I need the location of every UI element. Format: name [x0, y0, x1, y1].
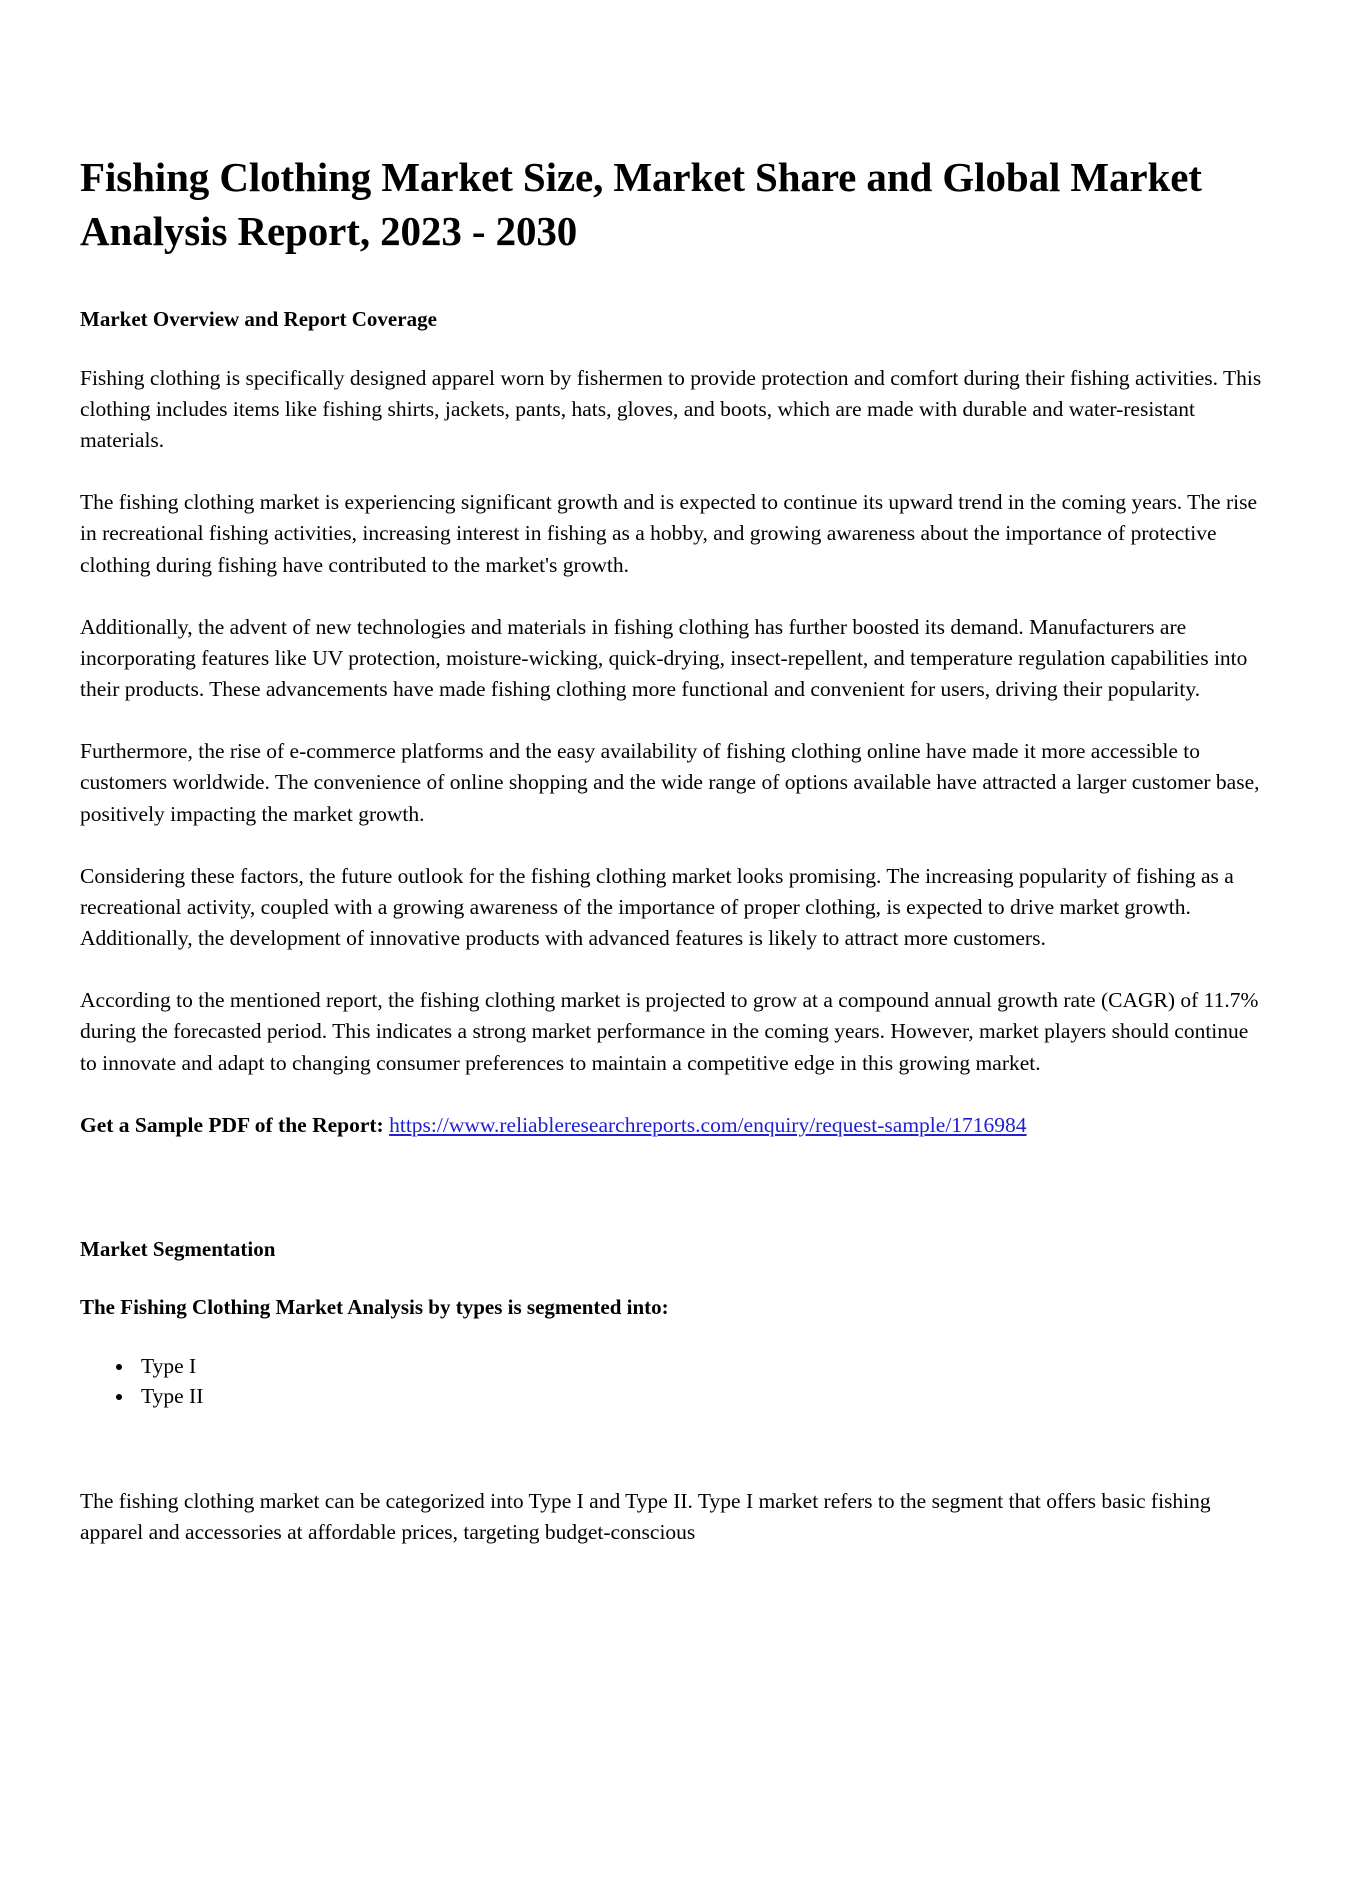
- list-item: • Type II: [135, 1381, 1265, 1412]
- heading-market-segmentation: Market Segmentation: [80, 1236, 276, 1261]
- paragraph-definition: Fishing clothing is specifically designed apparel worn by fishermen to provide protection and comfort during their fishing activities. This clothing includes items like fishing shirts, jackets, pants, hats, gloves, and boots, which are made with durable and water-resistant materials.: [80, 365, 1262, 452]
- paragraph-type-categories: The fishing clothing market can be categorized into Type I and Type II. Type I market refers to the segment that offers basic fishing apparel and accessories at affordable prices, targeting budget-conscious: [80, 1488, 1211, 1544]
- heading-market-overview: Market Overview and Report Coverage: [80, 307, 437, 332]
- list-item: • Type I: [135, 1351, 1265, 1382]
- heading-types-segmented: The Fishing Clothing Market Analysis by types is segmented into:: [80, 1295, 669, 1320]
- sample-pdf-block: [80, 1110, 1265, 1141]
- paragraph-future-outlook: Considering these factors, the future outlook for the fishing clothing market looks promising. The increasing popularity of fishing as a recreational activity, coupled with a growing awareness of the importance of proper clothing, is expected to drive market growth. Additionally, the development of innovative products with advanced features is likely to attract more customers.: [80, 863, 1234, 951]
- list-bottom-spacer: [80, 1442, 1265, 1486]
- paragraph-market-growth: The fishing clothing market is experiencing significant growth and is expected to continue its upward trend in the coming years. The rise in recreational fishing activities, increasing interest in fishing as a hobby, and growing awareness about the importance of protective clothing during fishing have contributed to the market's growth.: [80, 490, 1258, 577]
- type-segment-list: [80, 1351, 1265, 1412]
- paragraph-technologies: Additionally, the advent of new technologies and materials in fishing clothing has further boosted its demand. Manufacturers are incorporating features like UV protection, moisture-wicking, quick-drying, insect-repellent, and temperature regulation capabilities into their products. These advancements have made fishing clothing more functional and convenient for users, driving their popularity.: [80, 614, 1248, 702]
- sample-pdf-label: Get a Sample PDF of the Report:: [80, 1112, 384, 1137]
- section-spacer: [80, 1172, 1265, 1234]
- paragraph-ecommerce: Furthermore, the rise of e-commerce platforms and the easy availability of fishing clothing online have made it more accessible to customers worldwide. The convenience of online shopping and the wide range of options available have attracted a larger customer base, positively impacting the market growth.: [80, 739, 1260, 826]
- paragraph-cagr: According to the mentioned report, the fishing clothing market is projected to grow at a compound annual growth rate (CAGR) of 11.7% during the forecasted period. This indicates a strong market performance in the coming years. However, market players should continue to innovate and adapt to changing consumer preferences to maintain a competitive edge in this growing market.: [80, 988, 1259, 1075]
- page-title: Fishing Clothing Market Size, Market Share and Global Market Analysis Report, 2023 - 2030: [80, 154, 1202, 255]
- sample-pdf-link[interactable]: https://www.reliableresearchreports.com/enquiry/request-sample/1716984: [389, 1112, 1027, 1137]
